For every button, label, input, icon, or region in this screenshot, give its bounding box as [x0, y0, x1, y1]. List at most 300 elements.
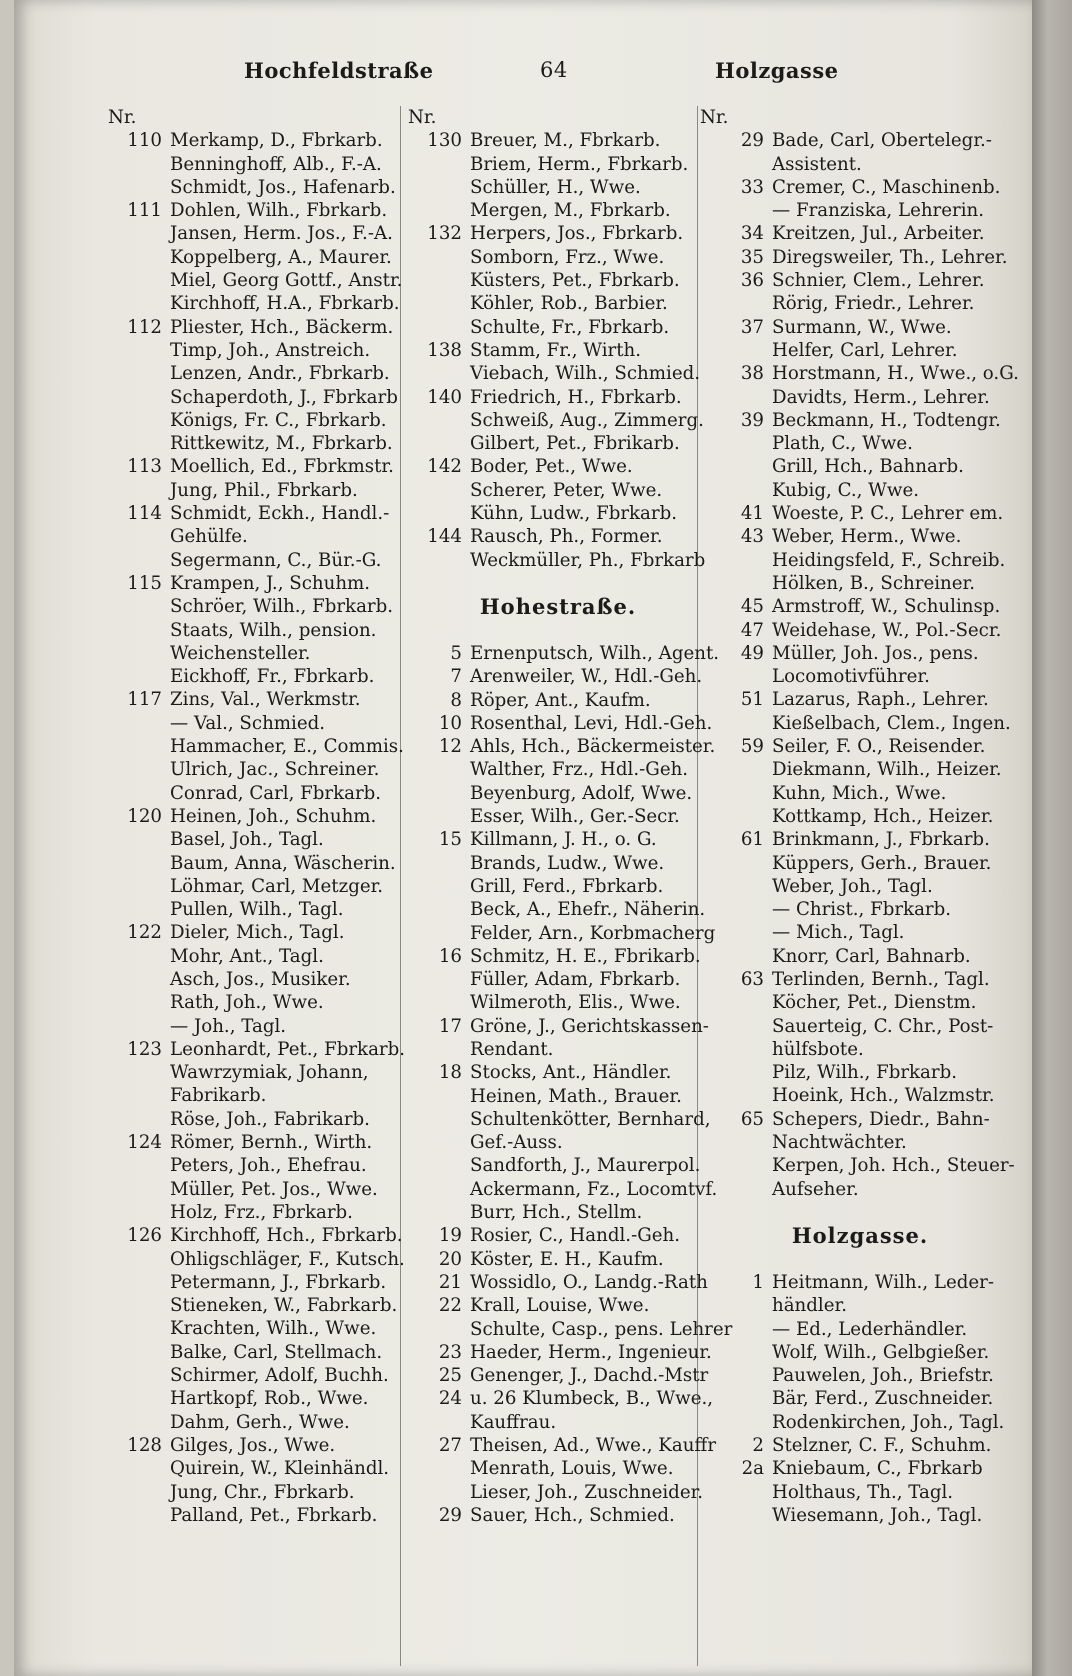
house-number: 23: [438, 1341, 462, 1363]
resident-entry: Conrad, Carl, Fbrkarb.: [170, 782, 382, 804]
directory-entry: [108, 921, 408, 944]
resident-entry: Woeste, P. C., Lehrer em.: [772, 503, 1004, 525]
directory-entry: [700, 991, 1020, 1014]
house-number: [700, 549, 772, 572]
resident-entry: Füller, Adam, Fbrkarb.: [470, 969, 681, 991]
resident-entry: — Joh., Tagl.: [170, 1015, 287, 1037]
resident-entry: Müller, Pet. Jos., Wwe.: [170, 1178, 378, 1200]
resident-entry: — Val., Schmied.: [170, 712, 326, 734]
directory-entry: [700, 898, 1020, 921]
resident-entry: Rittkewitz, M., Fbrkarb.: [170, 433, 393, 455]
house-number: [700, 712, 772, 735]
directory-entry: [408, 1131, 708, 1154]
directory-entry: [408, 1085, 708, 1108]
house-number: 138: [427, 339, 462, 361]
resident-entry: Eickhoff, Fr., Fbrkarb.: [170, 666, 375, 688]
house-number: [108, 222, 170, 245]
directory-entry: [108, 688, 408, 711]
directory-entry: [108, 1224, 408, 1247]
directory-entry: [700, 362, 1020, 385]
house-number: [700, 1294, 772, 1317]
directory-entry: [408, 665, 708, 688]
resident-entry: Weckmüller, Ph., Fbrkarb: [470, 549, 706, 571]
house-number: [408, 782, 470, 805]
house-number: 128: [127, 1434, 162, 1456]
directory-entry: [700, 852, 1020, 875]
resident-entry: Ohligschläger, F., Kutsch.: [170, 1248, 405, 1270]
resident-entry: Merkamp, D., Fbrkarb.: [170, 130, 383, 152]
directory-entry: [700, 595, 1020, 618]
directory-entry: [108, 642, 408, 665]
resident-entry: Röper, Ant., Kaufm.: [470, 689, 651, 711]
resident-entry: Weichensteller.: [170, 642, 311, 664]
resident-entry: Jung, Phil., Fbrkarb.: [170, 479, 358, 501]
resident-entry: Küsters, Pet., Fbrkarb.: [470, 270, 680, 292]
directory-entry: [408, 1224, 708, 1247]
directory-entry: [700, 1108, 1020, 1131]
house-number: [108, 782, 170, 805]
directory-entry: [408, 689, 708, 712]
directory-entry: [408, 1038, 708, 1061]
house-number: 38: [740, 363, 764, 385]
resident-entry: Aufseher.: [772, 1178, 859, 1200]
resident-entry: Heidingsfeld, F., Schreib.: [772, 549, 1006, 571]
directory-entry: [408, 968, 708, 991]
house-number: [700, 479, 772, 502]
directory-entry: [108, 339, 408, 362]
house-number: [700, 1015, 772, 1038]
directory-entry: [700, 1084, 1020, 1107]
directory-entry: [108, 176, 408, 199]
house-number: [408, 502, 470, 525]
resident-entry: Pauwelen, Joh., Briefstr.: [772, 1365, 994, 1387]
resident-entry: Krall, Louise, Wwe.: [470, 1295, 650, 1317]
directory-entry: [700, 1341, 1020, 1364]
resident-entry: Viebach, Wilh., Schmied.: [470, 363, 701, 385]
house-number: [108, 1364, 170, 1387]
directory-entry: [700, 199, 1020, 222]
directory-entry: [408, 292, 708, 315]
house-number: 61: [740, 829, 764, 851]
directory-entry: [108, 1317, 408, 1340]
house-number: [108, 991, 170, 1014]
resident-entry: Esser, Wilh., Ger.-Secr.: [470, 806, 680, 828]
house-number: [108, 1201, 170, 1224]
directory-entry: [108, 1061, 408, 1084]
house-number: [408, 852, 470, 875]
resident-entry: — Mich., Tagl.: [772, 922, 905, 944]
house-number: [700, 921, 772, 944]
house-number: [108, 246, 170, 269]
house-number: [700, 1364, 772, 1387]
house-number: [108, 176, 170, 199]
directory-entry: [408, 758, 708, 781]
resident-entry: Miel, Georg Gottf., Anstr.: [170, 270, 403, 292]
house-number: [408, 269, 470, 292]
resident-entry: Davidts, Herm., Lehrer.: [772, 386, 990, 408]
resident-entry: Schmitz, H. E., Fbrikarb.: [470, 945, 701, 967]
resident-entry: Basel, Joh., Tagl.: [170, 829, 324, 851]
resident-entry: — Franziska, Lehrerin.: [772, 200, 985, 222]
resident-entry: Schaperdoth, J., Fbrkarb: [170, 386, 398, 408]
directory-entry: [408, 875, 708, 898]
house-number: [108, 945, 170, 968]
directory-entry: [408, 153, 708, 176]
resident-entry: Kießelbach, Clem., Ingen.: [772, 712, 1011, 734]
resident-entry: Pliester, Hch., Bäckerm.: [170, 316, 394, 338]
resident-entry: Nachtwächter.: [772, 1132, 907, 1154]
resident-entry: Köhler, Rob., Barbier.: [470, 293, 668, 315]
resident-entry: Sauerteig, C. Chr., Post-: [772, 1015, 994, 1037]
house-number: [700, 292, 772, 315]
directory-entry: [108, 222, 408, 245]
resident-entry: Wiesemann, Joh., Tagl.: [772, 1504, 983, 1526]
resident-entry: Rath, Joh., Wwe.: [170, 992, 324, 1014]
resident-entry: Asch, Jos., Musiker.: [170, 968, 351, 990]
house-number: [108, 479, 170, 502]
resident-entry: Kühn, Ludw., Fbrkarb.: [470, 503, 678, 525]
directory-entry: [700, 1387, 1020, 1410]
directory-entry: [700, 316, 1020, 339]
house-number: [408, 316, 470, 339]
section-heading-hohestrasse: Hohestraße.: [479, 594, 637, 620]
resident-entry: Palland, Pet., Fbrkarb.: [170, 1504, 378, 1526]
resident-entry: Stamm, Fr., Wirth.: [470, 339, 642, 361]
house-number: [408, 1411, 470, 1434]
resident-entry: Peters, Joh., Ehefrau.: [170, 1155, 367, 1177]
house-number: [108, 642, 170, 665]
directory-entry: [108, 735, 408, 758]
resident-entry: Felder, Arn., Korbmacherg: [470, 922, 716, 944]
house-number: 39: [740, 409, 764, 431]
resident-entry: Hartkopf, Rob., Wwe.: [170, 1388, 369, 1410]
house-number: 35: [740, 246, 764, 268]
house-number: 36: [740, 270, 764, 292]
house-number: [108, 1061, 170, 1084]
house-number: [700, 991, 772, 1014]
resident-entry: Staats, Wilh., pension.: [170, 619, 377, 641]
directory-entry: [408, 409, 708, 432]
directory-entry: [108, 875, 408, 898]
resident-entry: Diekmann, Wilh., Heizer.: [772, 759, 1002, 781]
house-number: [108, 339, 170, 362]
directory-entry: [700, 1015, 1020, 1038]
directory-entry: [700, 432, 1020, 455]
directory-entry: [700, 455, 1020, 478]
directory-entry: [108, 572, 408, 595]
resident-entry: Schultenkötter, Bernhard,: [470, 1108, 711, 1130]
directory-entry: [700, 735, 1020, 758]
house-number: [108, 1317, 170, 1340]
resident-entry: Fabrikarb.: [170, 1085, 267, 1107]
directory-entry: [700, 1457, 1020, 1480]
directory-entry: [700, 246, 1020, 269]
resident-entry: Rosenthal, Levi, Hdl.-Geh.: [470, 712, 713, 734]
house-number: 113: [127, 456, 162, 478]
resident-entry: Herpers, Jos., Fbrkarb.: [470, 223, 684, 245]
house-number: [108, 968, 170, 991]
house-number: 22: [438, 1295, 462, 1317]
directory-entry: [700, 712, 1020, 735]
house-number: [108, 665, 170, 688]
directory-entry: [700, 1364, 1020, 1387]
directory-entry: [700, 1131, 1020, 1154]
house-number: 45: [740, 596, 764, 618]
resident-entry: u. 26 Klumbeck, B., Wwe.,: [470, 1388, 714, 1410]
house-number: [408, 479, 470, 502]
directory-entry: [700, 665, 1020, 688]
directory-entry: [700, 782, 1020, 805]
directory-entry: [408, 222, 708, 245]
directory-entry: [108, 712, 408, 735]
resident-entry: Krachten, Wilh., Wwe.: [170, 1318, 377, 1340]
house-number: [700, 875, 772, 898]
house-number: 33: [740, 176, 764, 198]
directory-entry: [108, 455, 408, 478]
house-number: [700, 1084, 772, 1107]
directory-entry: [108, 1201, 408, 1224]
directory-entry: [408, 1411, 708, 1434]
directory-entry: [700, 619, 1020, 642]
resident-entry: Köcher, Pet., Dienstm.: [772, 992, 977, 1014]
house-number: 12: [438, 736, 462, 758]
directory-entry: [108, 665, 408, 688]
directory-entry: [408, 339, 708, 362]
resident-entry: Schepers, Diedr., Bahn-: [772, 1108, 990, 1130]
directory-entry: [408, 1108, 711, 1131]
house-number: 43: [740, 526, 764, 548]
directory-entry: [108, 199, 408, 222]
directory-entry: [408, 852, 708, 875]
resident-entry: Balke, Carl, Stellmach.: [170, 1341, 383, 1363]
resident-entry: Gilges, Jos., Wwe.: [170, 1434, 336, 1456]
directory-entry: [108, 828, 408, 851]
directory-entry: [108, 129, 408, 152]
resident-entry: Genenger, J., Dachd.-Mstr: [470, 1365, 709, 1387]
resident-entry: Kubig, C., Wwe.: [772, 479, 919, 501]
resident-entry: Beyenburg, Adolf, Wwe.: [470, 782, 693, 804]
house-number: [700, 782, 772, 805]
resident-entry: Seiler, F. O., Reisender.: [772, 736, 986, 758]
nr-header: Nr.: [108, 107, 137, 128]
house-number: [108, 1481, 170, 1504]
resident-entry: Knorr, Carl, Bahnarb.: [772, 945, 971, 967]
house-number: [108, 1457, 170, 1480]
house-number: 5: [450, 642, 462, 664]
resident-entry: Schüller, H., Wwe.: [470, 176, 641, 198]
house-number: [408, 432, 470, 455]
directory-entry: [108, 316, 408, 339]
directory-entry: [108, 1504, 408, 1527]
resident-entry: Locomotivführer.: [772, 666, 930, 688]
page-header: [0, 58, 1072, 92]
directory-entry: [700, 525, 1020, 548]
resident-entry: Schweiß, Aug., Zimmerg.: [470, 409, 704, 431]
house-number: [108, 1341, 170, 1364]
house-number: 29: [740, 130, 764, 152]
directory-entry: [108, 1108, 408, 1131]
house-number: 19: [438, 1225, 462, 1247]
house-number: [408, 1201, 470, 1224]
house-number: [700, 1178, 772, 1201]
directory-entry: [408, 1387, 714, 1410]
resident-entry: Müller, Joh. Jos., pens.: [772, 642, 979, 664]
resident-entry: Benninghoff, Alb., F.-A.: [170, 153, 382, 175]
resident-entry: Wolf, Wilh., Gelbgießer.: [772, 1341, 990, 1363]
resident-entry: Dahm, Gerh., Wwe.: [170, 1411, 350, 1433]
directory-entry: [700, 269, 1020, 292]
house-number: [408, 1481, 470, 1504]
house-number: [700, 758, 772, 781]
resident-entry: Kreitzen, Jul., Arbeiter.: [772, 223, 985, 245]
house-number: [108, 1108, 170, 1131]
house-number: 21: [438, 1271, 462, 1293]
directory-entry: [108, 1038, 408, 1061]
directory-entry: [108, 1434, 408, 1457]
directory-entry: [108, 269, 408, 292]
directory-entry: [108, 1084, 408, 1107]
directory-entry: [408, 1061, 708, 1084]
resident-entry: Schmidt, Eckh., Handl.-: [170, 503, 390, 525]
resident-entry: Römer, Bernh., Wirth.: [170, 1132, 373, 1154]
house-number: [700, 199, 772, 222]
house-number: [408, 758, 470, 781]
resident-entry: Grill, Ferd., Fbrkarb.: [470, 875, 664, 897]
house-number: 112: [127, 316, 162, 338]
house-number: [108, 432, 170, 455]
resident-entry: Heinen, Joh., Schuhm.: [170, 805, 377, 827]
directory-entry: [408, 735, 716, 758]
directory-entry: [408, 269, 708, 292]
house-number: [408, 246, 470, 269]
directory-entry: [700, 1154, 1020, 1177]
resident-entry: Kauffrau.: [470, 1411, 557, 1433]
house-number: [700, 1504, 772, 1527]
house-number: 122: [127, 922, 162, 944]
page-edge: [1032, 0, 1072, 1676]
directory-entry: [408, 386, 708, 409]
resident-entry: Pilz, Wilh., Fbrkarb.: [772, 1062, 958, 1084]
resident-entry: Arenweiler, W., Hdl.-Geh.: [470, 666, 703, 688]
directory-entry: [408, 502, 708, 525]
house-number: [408, 549, 470, 572]
house-number: [700, 386, 772, 409]
nr-header: Nr.: [408, 107, 437, 128]
directory-entry: [408, 898, 708, 921]
directory-entry: [108, 852, 408, 875]
house-number: 15: [438, 829, 462, 851]
column-left: [108, 106, 408, 1527]
resident-entry: Schulte, Fr., Fbrkarb.: [470, 316, 670, 338]
house-number: [108, 549, 170, 572]
house-number: 2: [752, 1435, 764, 1457]
directory-entry: [700, 1481, 1020, 1504]
resident-entry: Brands, Ludw., Wwe.: [470, 852, 665, 874]
directory-entry: [408, 1015, 708, 1038]
resident-entry: Kirchhoff, Hch., Fbrkarb.: [170, 1225, 403, 1247]
resident-entry: Sandforth, J., Maurerpol.: [470, 1155, 701, 1177]
house-number: [108, 1084, 170, 1107]
resident-entry: Wossidlo, O., Landg.-Rath: [470, 1271, 708, 1293]
resident-entry: Stelzner, C. F., Schuhm.: [772, 1435, 992, 1457]
resident-entry: Lenzen, Andr., Fbrkarb.: [170, 363, 390, 385]
resident-entry: Haeder, Herm., Ingenieur.: [470, 1341, 712, 1363]
directory-entry: [408, 1341, 712, 1364]
resident-entry: Baum, Anna, Wäscherin.: [170, 852, 396, 874]
resident-entry: Petermann, J., Fbrkarb.: [170, 1271, 387, 1293]
directory-entry: [108, 432, 408, 455]
resident-entry: Rendant.: [470, 1038, 554, 1060]
resident-entry: Plath, C., Wwe.: [772, 433, 913, 455]
resident-entry: Gröne, J., Gerichtskassen-: [470, 1015, 709, 1037]
house-number: 120: [127, 805, 162, 827]
directory-entry: [108, 153, 408, 176]
house-number: 59: [740, 736, 764, 758]
house-number: 65: [740, 1108, 764, 1130]
directory-entry: [108, 1154, 408, 1177]
house-number: [408, 1154, 470, 1177]
directory-entry: [700, 968, 1020, 991]
house-number: [700, 432, 772, 455]
house-number: [108, 898, 170, 921]
resident-entry: Stieneken, W., Fabrkarb.: [170, 1295, 398, 1317]
house-number: [408, 898, 470, 921]
resident-entry: Holz, Frz., Fbrkarb.: [170, 1201, 353, 1223]
directory-entry: [408, 782, 708, 805]
house-number: [700, 1154, 772, 1177]
resident-entry: Koppelberg, A., Maurer.: [170, 246, 392, 268]
house-number: [408, 1457, 470, 1480]
resident-entry: Kottkamp, Hch., Heizer.: [772, 805, 994, 827]
directory-entry: [408, 1434, 717, 1457]
resident-entry: Grill, Hch., Bahnarb.: [772, 456, 964, 478]
directory-entry: [408, 1318, 733, 1341]
directory-entry: [700, 502, 1020, 525]
resident-entry: Schmidt, Jos., Hafenarb.: [170, 176, 396, 198]
directory-entry: [408, 432, 708, 455]
resident-entry: Rosier, C., Handl.-Geh.: [470, 1225, 681, 1247]
house-number: 18: [438, 1062, 462, 1084]
directory-entry: [700, 572, 1020, 595]
house-number: 37: [740, 316, 764, 338]
resident-entry: — Christ., Fbrkarb.: [772, 899, 952, 921]
house-number: 140: [427, 386, 462, 408]
directory-entry: [108, 1457, 408, 1480]
resident-entry: Ernenputsch, Wilh., Agent.: [470, 642, 720, 664]
house-number: 115: [127, 572, 162, 594]
section-heading-holzgasse: Holzgasse.: [791, 1223, 929, 1249]
directory-entry: [108, 292, 408, 315]
resident-entry: hülfsbote.: [772, 1038, 864, 1060]
resident-entry: Moellich, Ed., Fbrkmstr.: [170, 456, 394, 478]
directory-entry: [408, 1154, 708, 1177]
directory-entry: [408, 945, 708, 968]
directory-entry: [700, 688, 1020, 711]
house-number: [108, 758, 170, 781]
resident-entry: Wawrzymiak, Johann,: [170, 1062, 369, 1084]
directory-entry: [408, 1178, 718, 1201]
resident-entry: Schirmer, Adolf, Buchh.: [170, 1365, 389, 1387]
column-middle: [408, 106, 733, 1527]
house-number: [700, 1038, 772, 1061]
directory-entry: [408, 479, 708, 502]
resident-entry: Terlinden, Bernh., Tagl.: [772, 968, 990, 990]
directory-entry: [408, 1271, 708, 1294]
house-number: 41: [740, 503, 764, 525]
directory-entry: [108, 549, 408, 572]
resident-entry: Hammacher, E., Commis.: [170, 736, 404, 758]
house-number: 29: [438, 1504, 462, 1526]
